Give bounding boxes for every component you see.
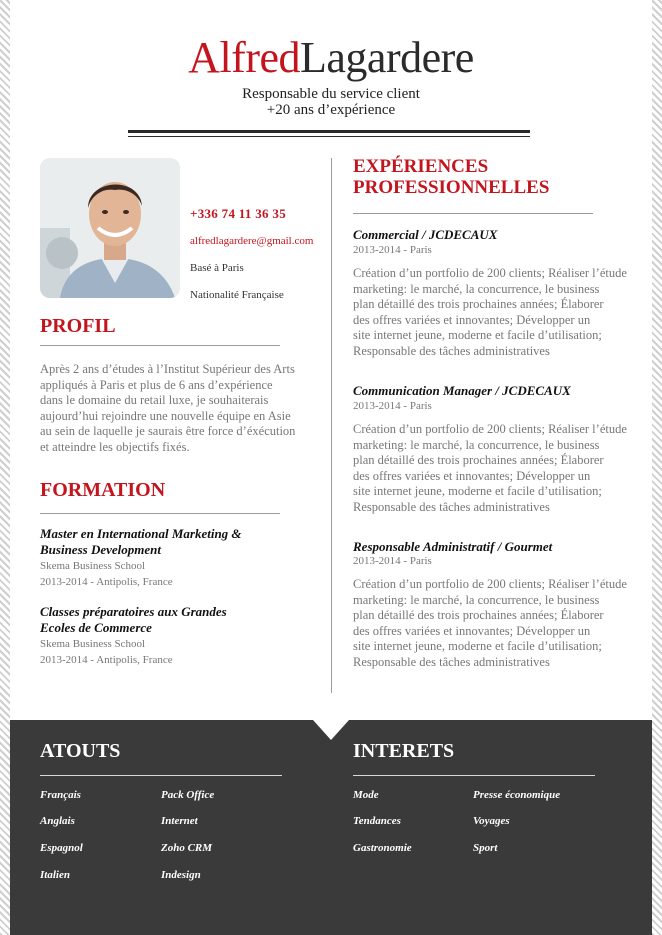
experience-date: 2013-2014 - Paris (353, 400, 432, 412)
profil-line: et atteindre les objectifs fixés. (40, 439, 190, 454)
atouts-item: Anglais (40, 815, 75, 827)
header-rule-thin (128, 136, 530, 137)
interets-item: Voyages (473, 815, 510, 827)
panel-notch (313, 720, 349, 740)
nationality-text: Nationalité Française (190, 289, 284, 301)
atouts-item: Pack Office (161, 789, 215, 801)
experience-description (353, 266, 627, 360)
interets-heading: INTERETS (353, 740, 455, 762)
formation-heading: FORMATION (40, 479, 166, 501)
formation-school: Skema Business School (40, 638, 146, 650)
formation-title-line: Master en International Marketing & (40, 526, 242, 541)
atouts-item: Espagnol (40, 842, 83, 854)
column-divider (331, 158, 332, 693)
atouts-item: Français (40, 789, 81, 801)
atouts-item: Internet (161, 815, 198, 827)
interets-item: Gastronomie (353, 842, 412, 854)
right-stripe-border (652, 0, 662, 935)
formation-title (40, 604, 227, 636)
experience-line: Création d’un portfolio de 200 clients; Réaliser l’étude (353, 422, 627, 436)
experience-line: site internet jeune, moderne et facile d’utilisation; (353, 328, 602, 343)
interets-item: Presse économique (473, 789, 561, 801)
subtitle-role: Responsable du service client (242, 86, 420, 102)
profil-line: appliqués à Paris et plus de 6 ans d’expérience (40, 377, 273, 392)
first-name: Alfred (188, 33, 301, 82)
profil-line: aujourd’hui rejoindre une nouvelle équipe en Asie (40, 408, 291, 423)
experience-line: Responsable des tâches administratives (353, 343, 550, 358)
subtitle-experience: +20 ans d’expérience (266, 102, 396, 118)
experiences-rule (353, 213, 593, 214)
experience-line: Création d’un portfolio de 200 clients; Réaliser l’étude (353, 577, 627, 591)
interets-item: Mode (353, 789, 379, 801)
experience-line: Responsable des tâches administratives (353, 499, 550, 514)
formation-school: Skema Business School (40, 560, 146, 572)
experience-line: marketing: le marché, la concurrence, le business (353, 592, 600, 607)
header-rule-thick (128, 130, 530, 133)
profile-photo (40, 158, 180, 298)
full-name (0, 30, 662, 86)
atouts-item: Indesign (161, 869, 201, 881)
atouts-heading: ATOUTS (40, 740, 121, 762)
experience-title: Communication Manager / JCDECAUX (353, 383, 571, 398)
formation-date: 2013-2014 - Antipolis, France (40, 576, 173, 588)
experience-description (353, 577, 627, 671)
profil-text (40, 362, 295, 456)
experiences-heading-line: PROFESSIONNELLES (353, 177, 550, 198)
experiences-heading-line: EXPÉRIENCES (353, 156, 489, 177)
experience-line: plan détaillé des trois prochaines années; Élaborer (353, 608, 604, 623)
experience-line: plan détaillé des trois prochaines années; Élaborer (353, 297, 604, 312)
formation-title-line: Classes préparatoires aux Grandes (40, 604, 227, 619)
formation-date: 2013-2014 - Antipolis, France (40, 654, 173, 666)
experience-line: marketing: le marché, la concurrence, le business (353, 437, 600, 452)
profil-rule (40, 345, 280, 346)
experience-line: des offres variées et innovantes; Développer un (353, 312, 591, 327)
experience-date: 2013-2014 - Paris (353, 555, 432, 567)
location-text: Basé à Paris (190, 262, 244, 274)
experience-line: des offres variées et innovantes; Développer un (353, 468, 591, 483)
formation-rule (40, 513, 280, 514)
experience-line: marketing: le marché, la concurrence, le business (353, 281, 600, 296)
interets-rule (353, 775, 595, 776)
experience-line: Création d’un portfolio de 200 clients; Réaliser l’étude (353, 266, 627, 280)
profil-line: dans le domaine du retail luxe, je souhaiterais (40, 393, 269, 408)
atouts-item: Zoho CRM (161, 842, 213, 854)
experience-description (353, 422, 627, 516)
interets-item: Tendances (353, 815, 401, 827)
formation-title-line: Ecoles de Commerce (40, 620, 152, 635)
formation-title-line: Business Development (40, 542, 161, 557)
interets-item: Sport (473, 842, 498, 854)
experience-line: des offres variées et innovantes; Développer un (353, 623, 591, 638)
experience-title: Responsable Administratif / Gourmet (353, 539, 553, 554)
experiences-heading (353, 156, 549, 198)
resume-header (0, 30, 662, 118)
profil-heading: PROFIL (40, 315, 116, 337)
experience-line: plan détaillé des trois prochaines années; Élaborer (353, 453, 604, 468)
phone-number[interactable]: +336 74 11 36 35 (190, 206, 286, 221)
profil-line: Après 2 ans d’études à l’Institut Supérieur des Arts (40, 362, 295, 376)
person-portrait-icon (40, 158, 180, 298)
atouts-rule (40, 775, 282, 776)
email-link[interactable]: alfredlagardere@gmail.com (190, 235, 314, 247)
profil-line: au sein de laquelle je saurais être force d’éxécution (40, 424, 296, 439)
left-stripe-border (0, 0, 10, 935)
formation-title (40, 526, 242, 558)
experience-title: Commercial / JCDECAUX (353, 227, 498, 242)
experience-date: 2013-2014 - Paris (353, 244, 432, 256)
experience-line: site internet jeune, moderne et facile d’utilisation; (353, 484, 602, 499)
experience-line: Responsable des tâches administratives (353, 654, 550, 669)
last-name: Lagardere (300, 33, 474, 82)
experience-line: site internet jeune, moderne et facile d’utilisation; (353, 639, 602, 654)
atouts-item: Italien (40, 869, 70, 881)
